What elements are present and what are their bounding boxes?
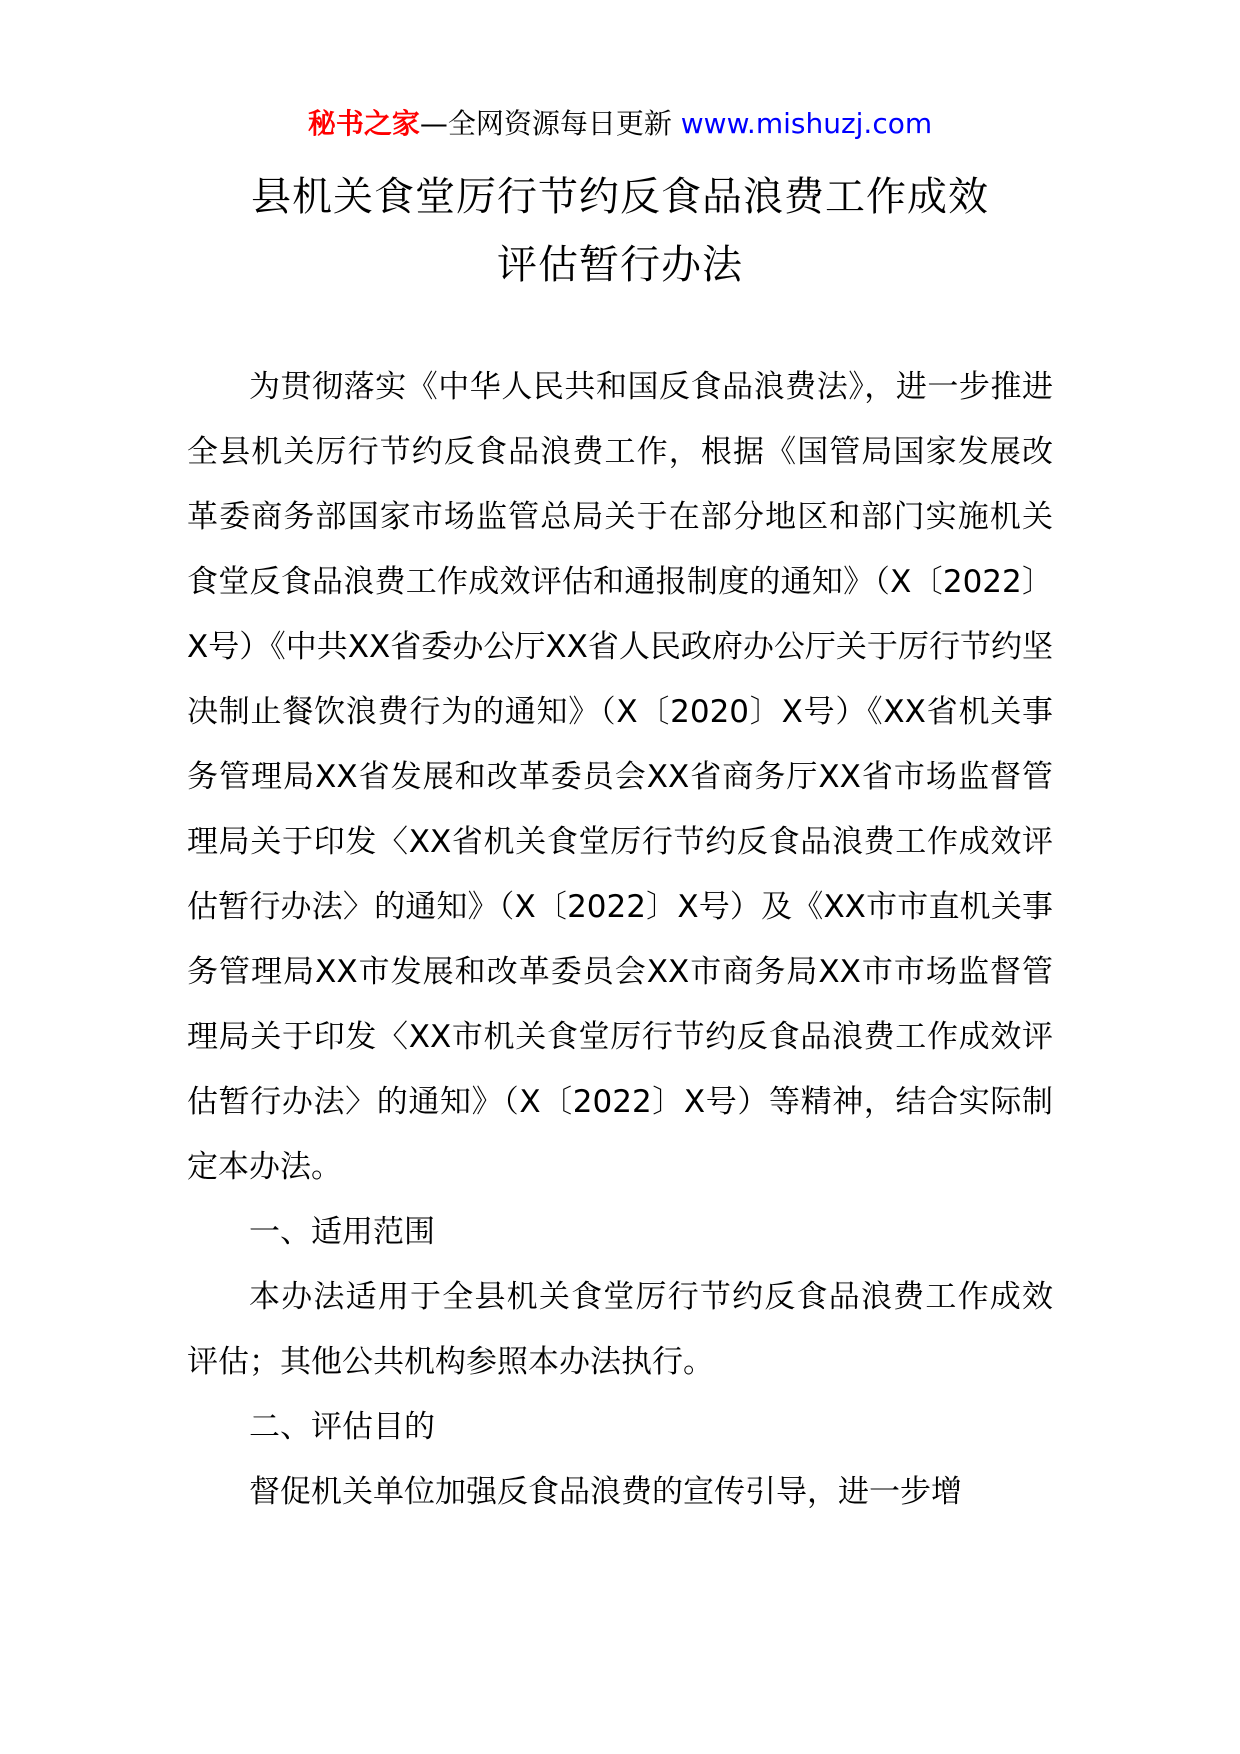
- title-line-2: 评估暂行办法: [497, 242, 743, 288]
- watermark-url-link[interactable]: www.mishuzj.com: [680, 107, 933, 140]
- title-line-1: 县机关食堂厉行节约反食品浪费工作成效: [251, 174, 989, 220]
- section-paragraph-scope: 本办法适用于全县机关食堂厉行节约反食品浪费工作成效评估；其他公共机构参照本办法执行。: [187, 1279, 1053, 1380]
- section-heading-scope: 一、适用范围: [249, 1214, 435, 1250]
- watermark-brand: 秘书之家: [307, 107, 420, 140]
- section-heading-purpose: 二、评估目的: [249, 1409, 435, 1445]
- document-title: [150, 163, 1090, 299]
- watermark-header: [0, 104, 1240, 144]
- document-body: [187, 355, 1053, 1525]
- intro-paragraph: 为贯彻落实《中华人民共和国反食品浪费法》，进一步推进全县机关厉行节约反食品浪费工作，根据《国管局国家发展改革委商务部国家市场监管总局关于在部分地区和部门实施机关食堂反食品浪费工作成效评估和通报制度的通知》（X〔2022〕X号）《中共XX省委办公厅XX省人民政府办公厅关于厉行节约坚决制止餐饮浪费行为的通知》（X〔2020〕X号）《XX省机关事务管理局XX省发展和改革委员会XX省商务厅XX省市场监督管理局关于印发〈XX省机关食堂厉行节约反食品浪费工作成效评估暂行办法〉的通知》（X〔2022〕X号）及《XX市市直机关事务管理局XX市发展和改革委员会XX市商务局XX市市场监督管理局关于印发〈XX市机关食堂厉行节约反食品浪费工作成效评估暂行办法〉的通知》（X〔2022〕X号）等精神，结合实际制定本办法。: [187, 369, 1053, 1185]
- section-paragraph-purpose: 督促机关单位加强反食品浪费的宣传引导，进一步增: [249, 1474, 962, 1510]
- watermark-tagline: —全网资源每日更新: [419, 107, 681, 140]
